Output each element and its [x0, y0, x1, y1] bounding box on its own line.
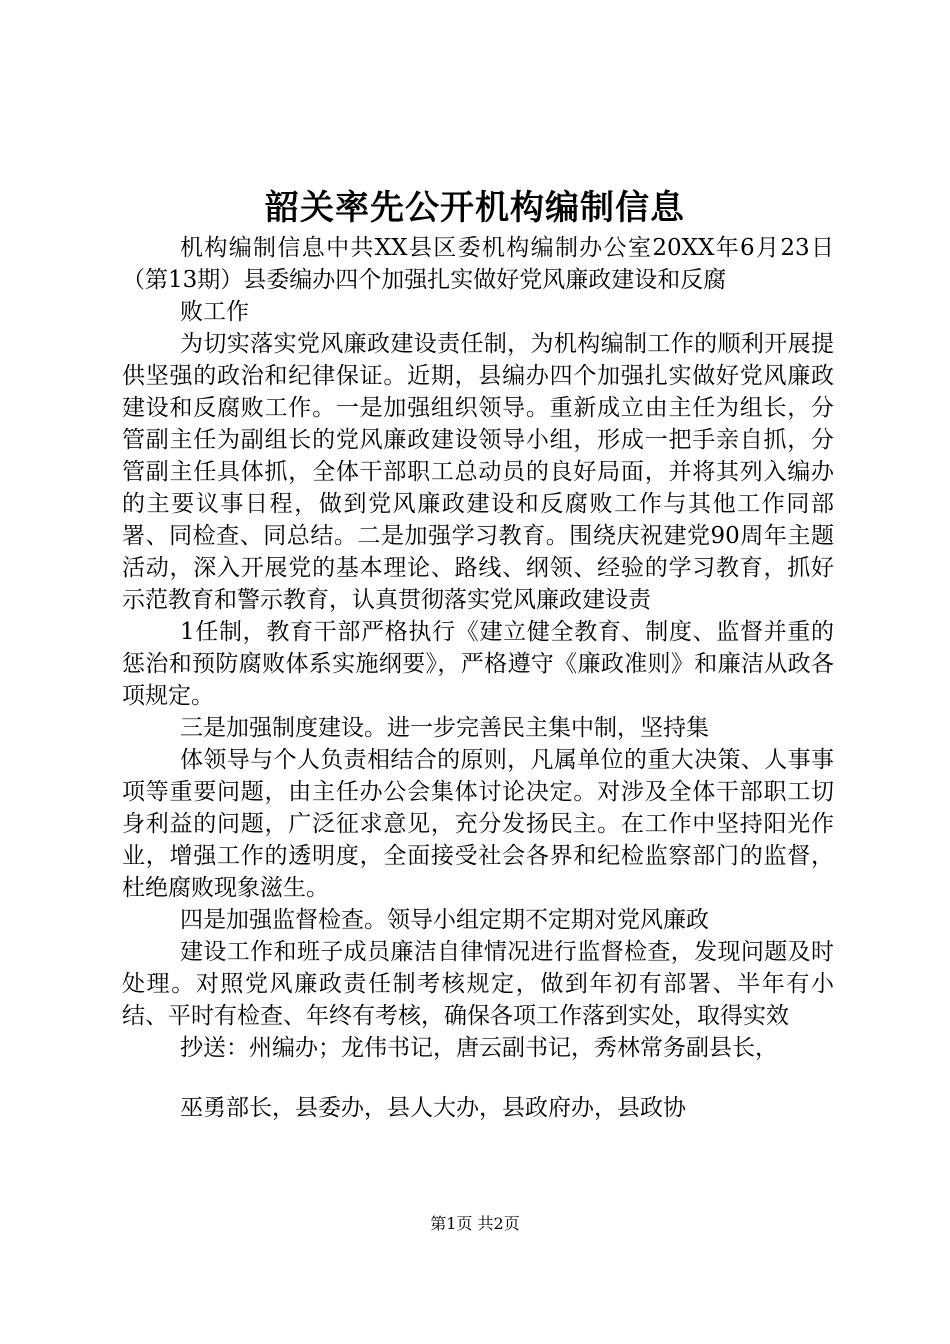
paragraph-main: 为切实落实党风廉政建设责任制，为机构编制工作的顺利开展提供坚强的政治和纪律保证。近期，县编办四个加强扎实做好党风廉政建设和反腐败工作。一是加强组织领导。重新成立由主任为组长，分管副主任为副组长的党风廉政建设领导小组，形成一把手亲自抓，分管副主任具体抓，全体干部职工总动员的良好局面，并将其列入编办的主要议事日程，做到党风廉政建设和反腐败工作与其他工作同部署、同检查、同总结。二是加强学习教育。围绕庆祝建党90周年主题活动，深入开展党的基本理论、路线、纲领、经验的学习教育，抓好示范教育和警示教育，认真贯彻落实党风廉政建设责 [122, 331, 834, 613]
paragraph-collective-leadership: 体领导与个人负责相结合的原则，凡属单位的重大决策、人事事项等重要问题，由主任办公会集体讨论决定。对涉及全体干部职工切身利益的问题，广泛征求意见，充分发扬民主。在工作中坚持阳光作业，增强工作的透明度，全面接受社会各界和纪检监察部门的监督，杜绝腐败现象滋生。 [122, 747, 834, 901]
paragraph-cc-list-continued: 巫勇部长，县委办，县人大办，县政府办，县政协 [180, 1095, 686, 1121]
page-number: 第1页 共2页 [430, 1214, 520, 1233]
paragraph-supervision: 四是加强监督检查。领导小组定期不定期对党风廉政 [180, 907, 709, 933]
document-body [122, 232, 834, 1124]
paragraph-responsibility: 1任制，教育干部严格执行《建立健全教育、制度、监督并重的惩治和预防腐败体系实施纲要》，严格遵守《廉政准则》和廉洁从政各项规定。 [122, 619, 834, 709]
paragraph-header: 机构编制信息中共XX县区委机构编制办公室20XX年6月23日（第13期）县委编办四个加强扎实做好党风廉政建设和反腐 [122, 235, 834, 293]
paragraph-inspection: 建设工作和班子成员廉洁自律情况进行监督检查，发现问题及时处理。对照党风廉政责任制考核规定，做到年初有部署、半年有小结、平时有检查、年终有考核，确保各项工作落到实处，取得实效 [122, 939, 834, 1029]
paragraph-system-building: 三是加强制度建设。进一步完善民主集中制，坚持集 [180, 715, 709, 741]
spacer [122, 1064, 834, 1092]
paragraph-continuation: 败工作 [180, 299, 249, 325]
paragraph-cc-list: 抄送：州编办；龙伟书记，唐云副书记，秀林常务副县长， [180, 1035, 778, 1061]
document-title: 韶关率先公开机构编制信息 [265, 188, 685, 228]
